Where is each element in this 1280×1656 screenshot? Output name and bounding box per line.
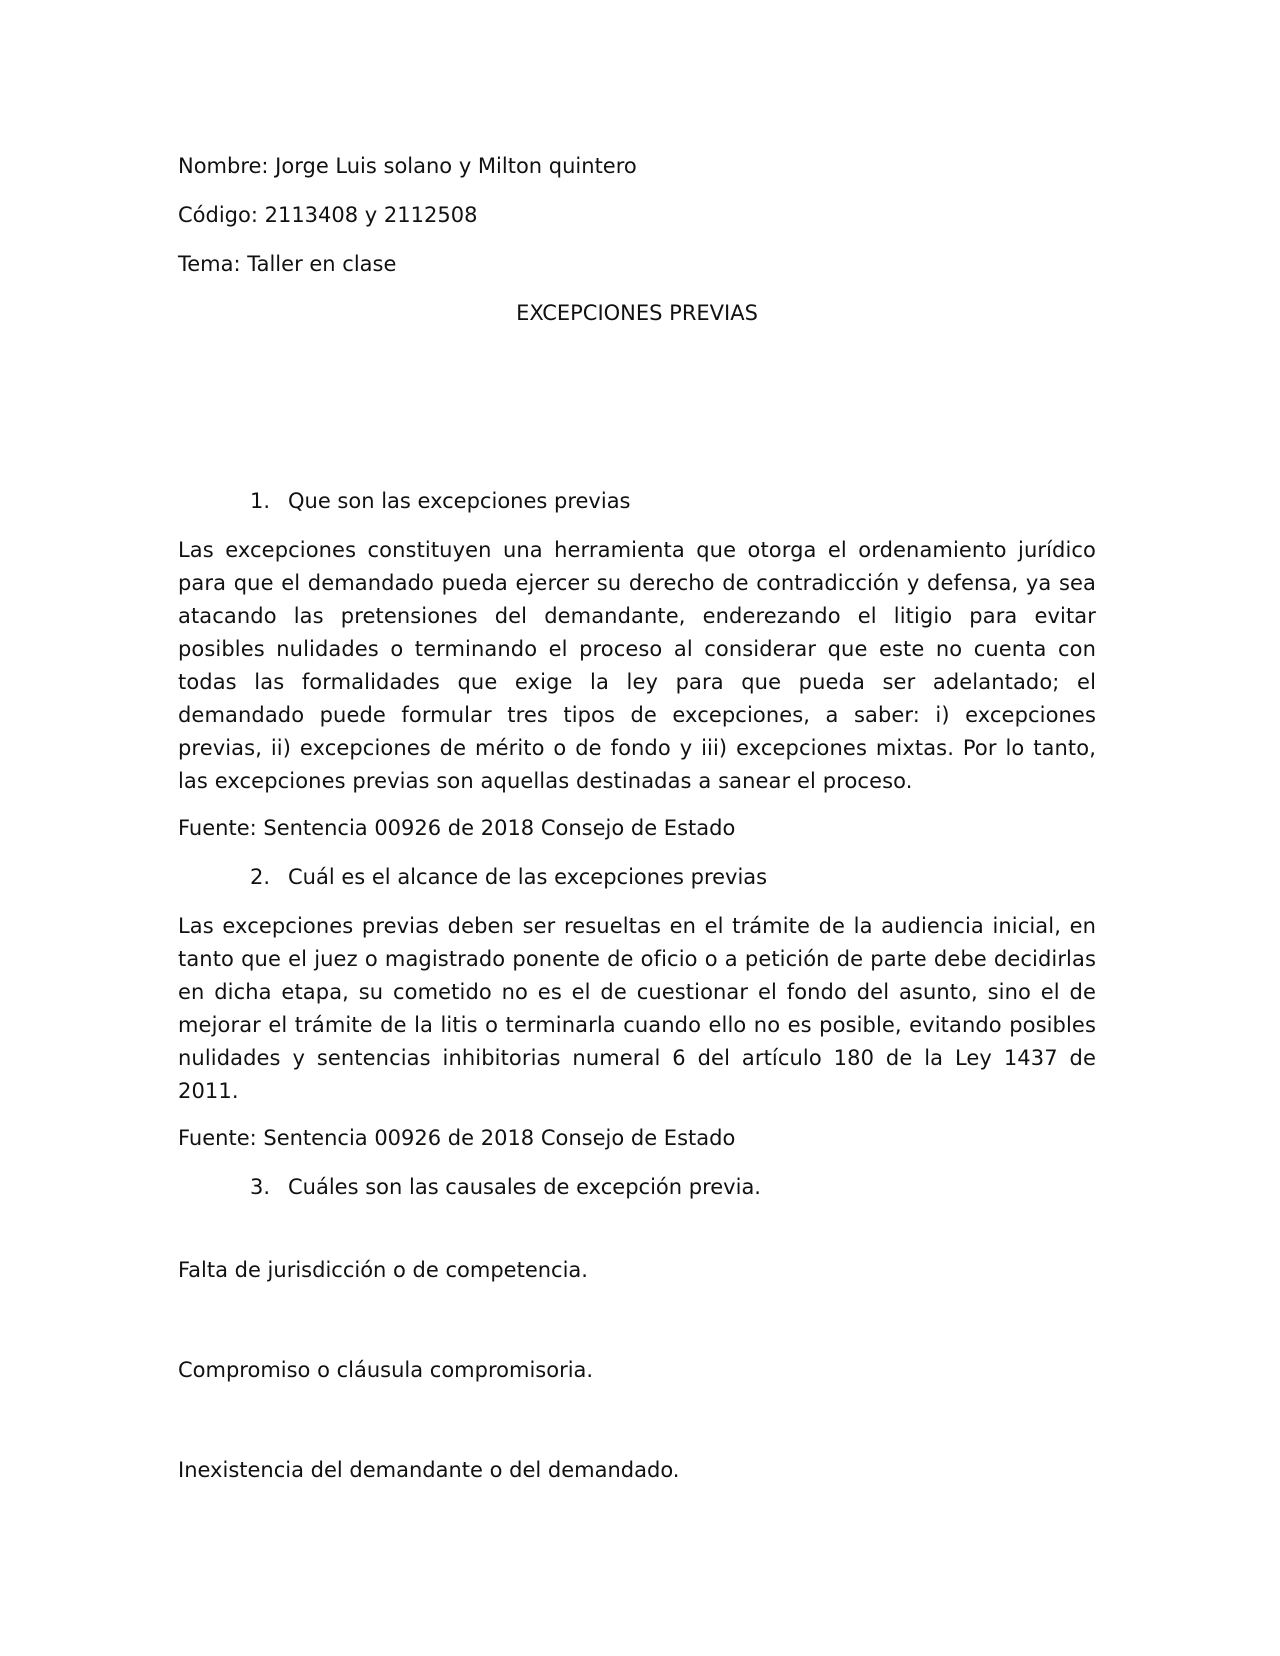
- document-title: EXCEPCIONES PREVIAS: [516, 301, 758, 325]
- student-codes: Código: 2113408 y 2112508: [178, 203, 478, 227]
- spacer: [178, 1220, 1096, 1254]
- answer-paragraph: Las excepciones constituyen una herramienta que otorga el ordenamiento jurídico para que el demandado pueda ejercer su derecho de contradicción y defensa, ya sea atacando las pretensiones del demandante, enderezando el litigio para evitar posibles nulidades o terminando el proceso al considerar que este no cuenta con todas las formalidades que exige la ley para que pueda ser adelantado; el demandado puede formular tres tipos de excepciones, a saber: i) excepciones previas, ii) excepciones de mérito o de fondo y iii) excepciones mixtas. Por lo tanto, las excepciones previas son aquellas destinadas a sanear el proceso.: [178, 538, 1096, 793]
- question-text: Que son las excepciones previas: [288, 489, 631, 513]
- question-text: Cuál es el alcance de las excepciones previas: [288, 865, 768, 889]
- question-number: 1.: [250, 489, 271, 513]
- spacer: [178, 1286, 1096, 1354]
- document-content: [178, 150, 1096, 1486]
- question-number: 3.: [250, 1175, 271, 1199]
- student-names: Nombre: Jorge Luis solano y Milton quintero: [178, 154, 637, 178]
- title-spacer: [178, 329, 1096, 485]
- question-heading: [178, 861, 1096, 893]
- answer-paragraph: Las excepciones previas deben ser resueltas en el trámite de la audiencia inicial, en tanto que el juez o magistrado ponente de oficio o a petición de parte debe decidirlas en dicha etapa, su cometido no es el de cuestionar el fondo del asunto, sino el de mejorar el trámite de la litis o terminarla cuando ello no es posible, evitando posibles nulidades y sentencias inhibitorias numeral 6 del artículo 180 de la Ley 1437 de 2011.: [178, 914, 1096, 1103]
- spacer: [178, 1386, 1096, 1454]
- causal-item: Compromiso o cláusula compromisoria.: [178, 1358, 594, 1382]
- source-citation: Fuente: Sentencia 00926 de 2018 Consejo de Estado: [178, 1126, 736, 1150]
- question-heading: [178, 485, 1096, 517]
- causal-item: Inexistencia del demandante o del demandado.: [178, 1458, 680, 1482]
- topic: Tema: Taller en clase: [178, 252, 397, 276]
- question-number: 2.: [250, 865, 271, 889]
- question-text: Cuáles son las causales de excepción previa.: [288, 1175, 761, 1199]
- source-citation: Fuente: Sentencia 00926 de 2018 Consejo de Estado: [178, 816, 736, 840]
- causal-item: Falta de jurisdicción o de competencia.: [178, 1258, 588, 1282]
- question-heading: [178, 1171, 1096, 1203]
